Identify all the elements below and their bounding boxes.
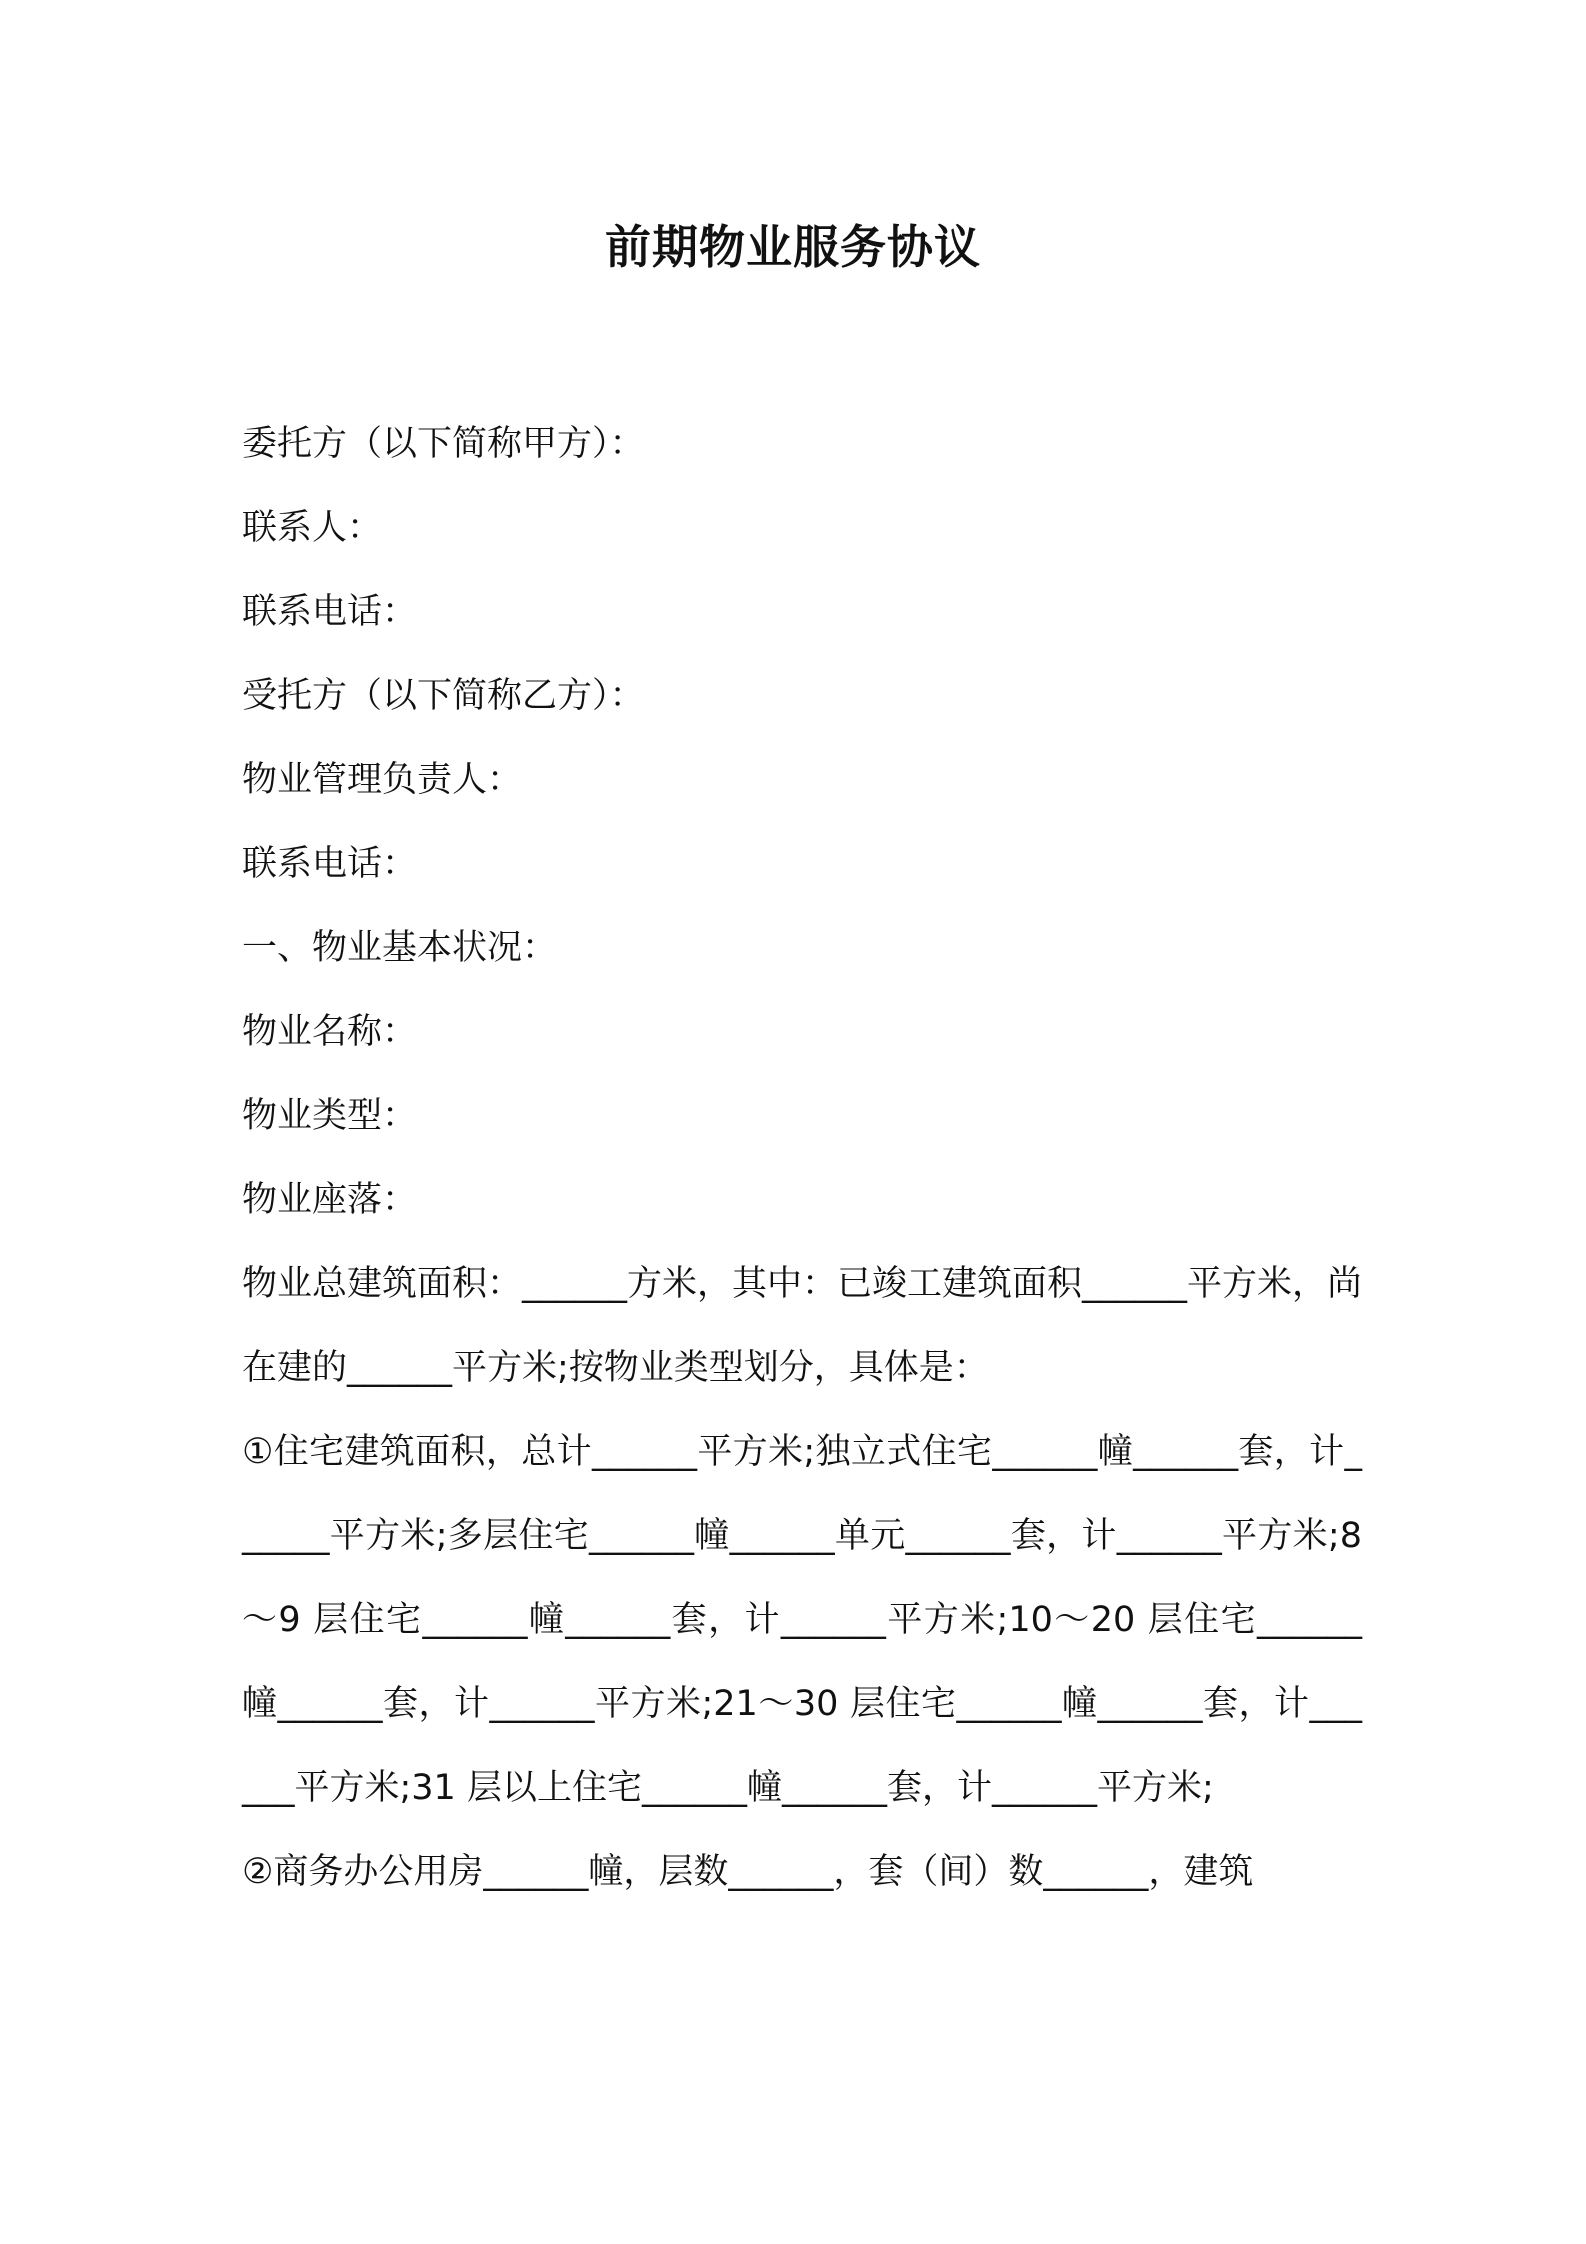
document-title: 前期物业服务协议 [605,220,981,274]
property-name-line: 物业名称： [242,1012,418,1052]
client-contact-line: 联系人： [242,508,383,548]
trustee-phone-line: 联系电话： [242,844,418,884]
commercial-office-paragraph: ②商务办公用房______幢，层数______，套（间）数______，建筑 [242,1852,1254,1892]
document-body [242,402,1362,1914]
section-heading: 一、物业基本状况： [242,928,558,968]
client-party-line: 委托方（以下简称甲方）： [242,424,645,464]
property-location-line: 物业座落： [242,1180,418,1220]
property-manager-line: 物业管理负责人： [242,760,523,800]
area-summary-paragraph: 物业总建筑面积：______方米，其中：已竣工建筑面积______平方米，尚在建的______平方米;按物业类型划分，具体是： [242,1264,1363,1388]
residential-area-paragraph: ①住宅建筑面积，总计______平方米;独立式住宅______幢______套，计______平方米;多层住宅______幢______单元______套，计______平方米;8～9 层住宅______幢______套，计______平方米;10～20 层住宅______幢______套，计______平方米;21～30 层住宅______幢______套，计______平方米;31 层以上住宅______幢______套，计______平方米; [242,1432,1362,1808]
trustee-party-line: 受托方（以下简称乙方）： [242,676,645,716]
property-type-line: 物业类型： [242,1096,418,1136]
client-phone-line: 联系电话： [242,592,418,632]
